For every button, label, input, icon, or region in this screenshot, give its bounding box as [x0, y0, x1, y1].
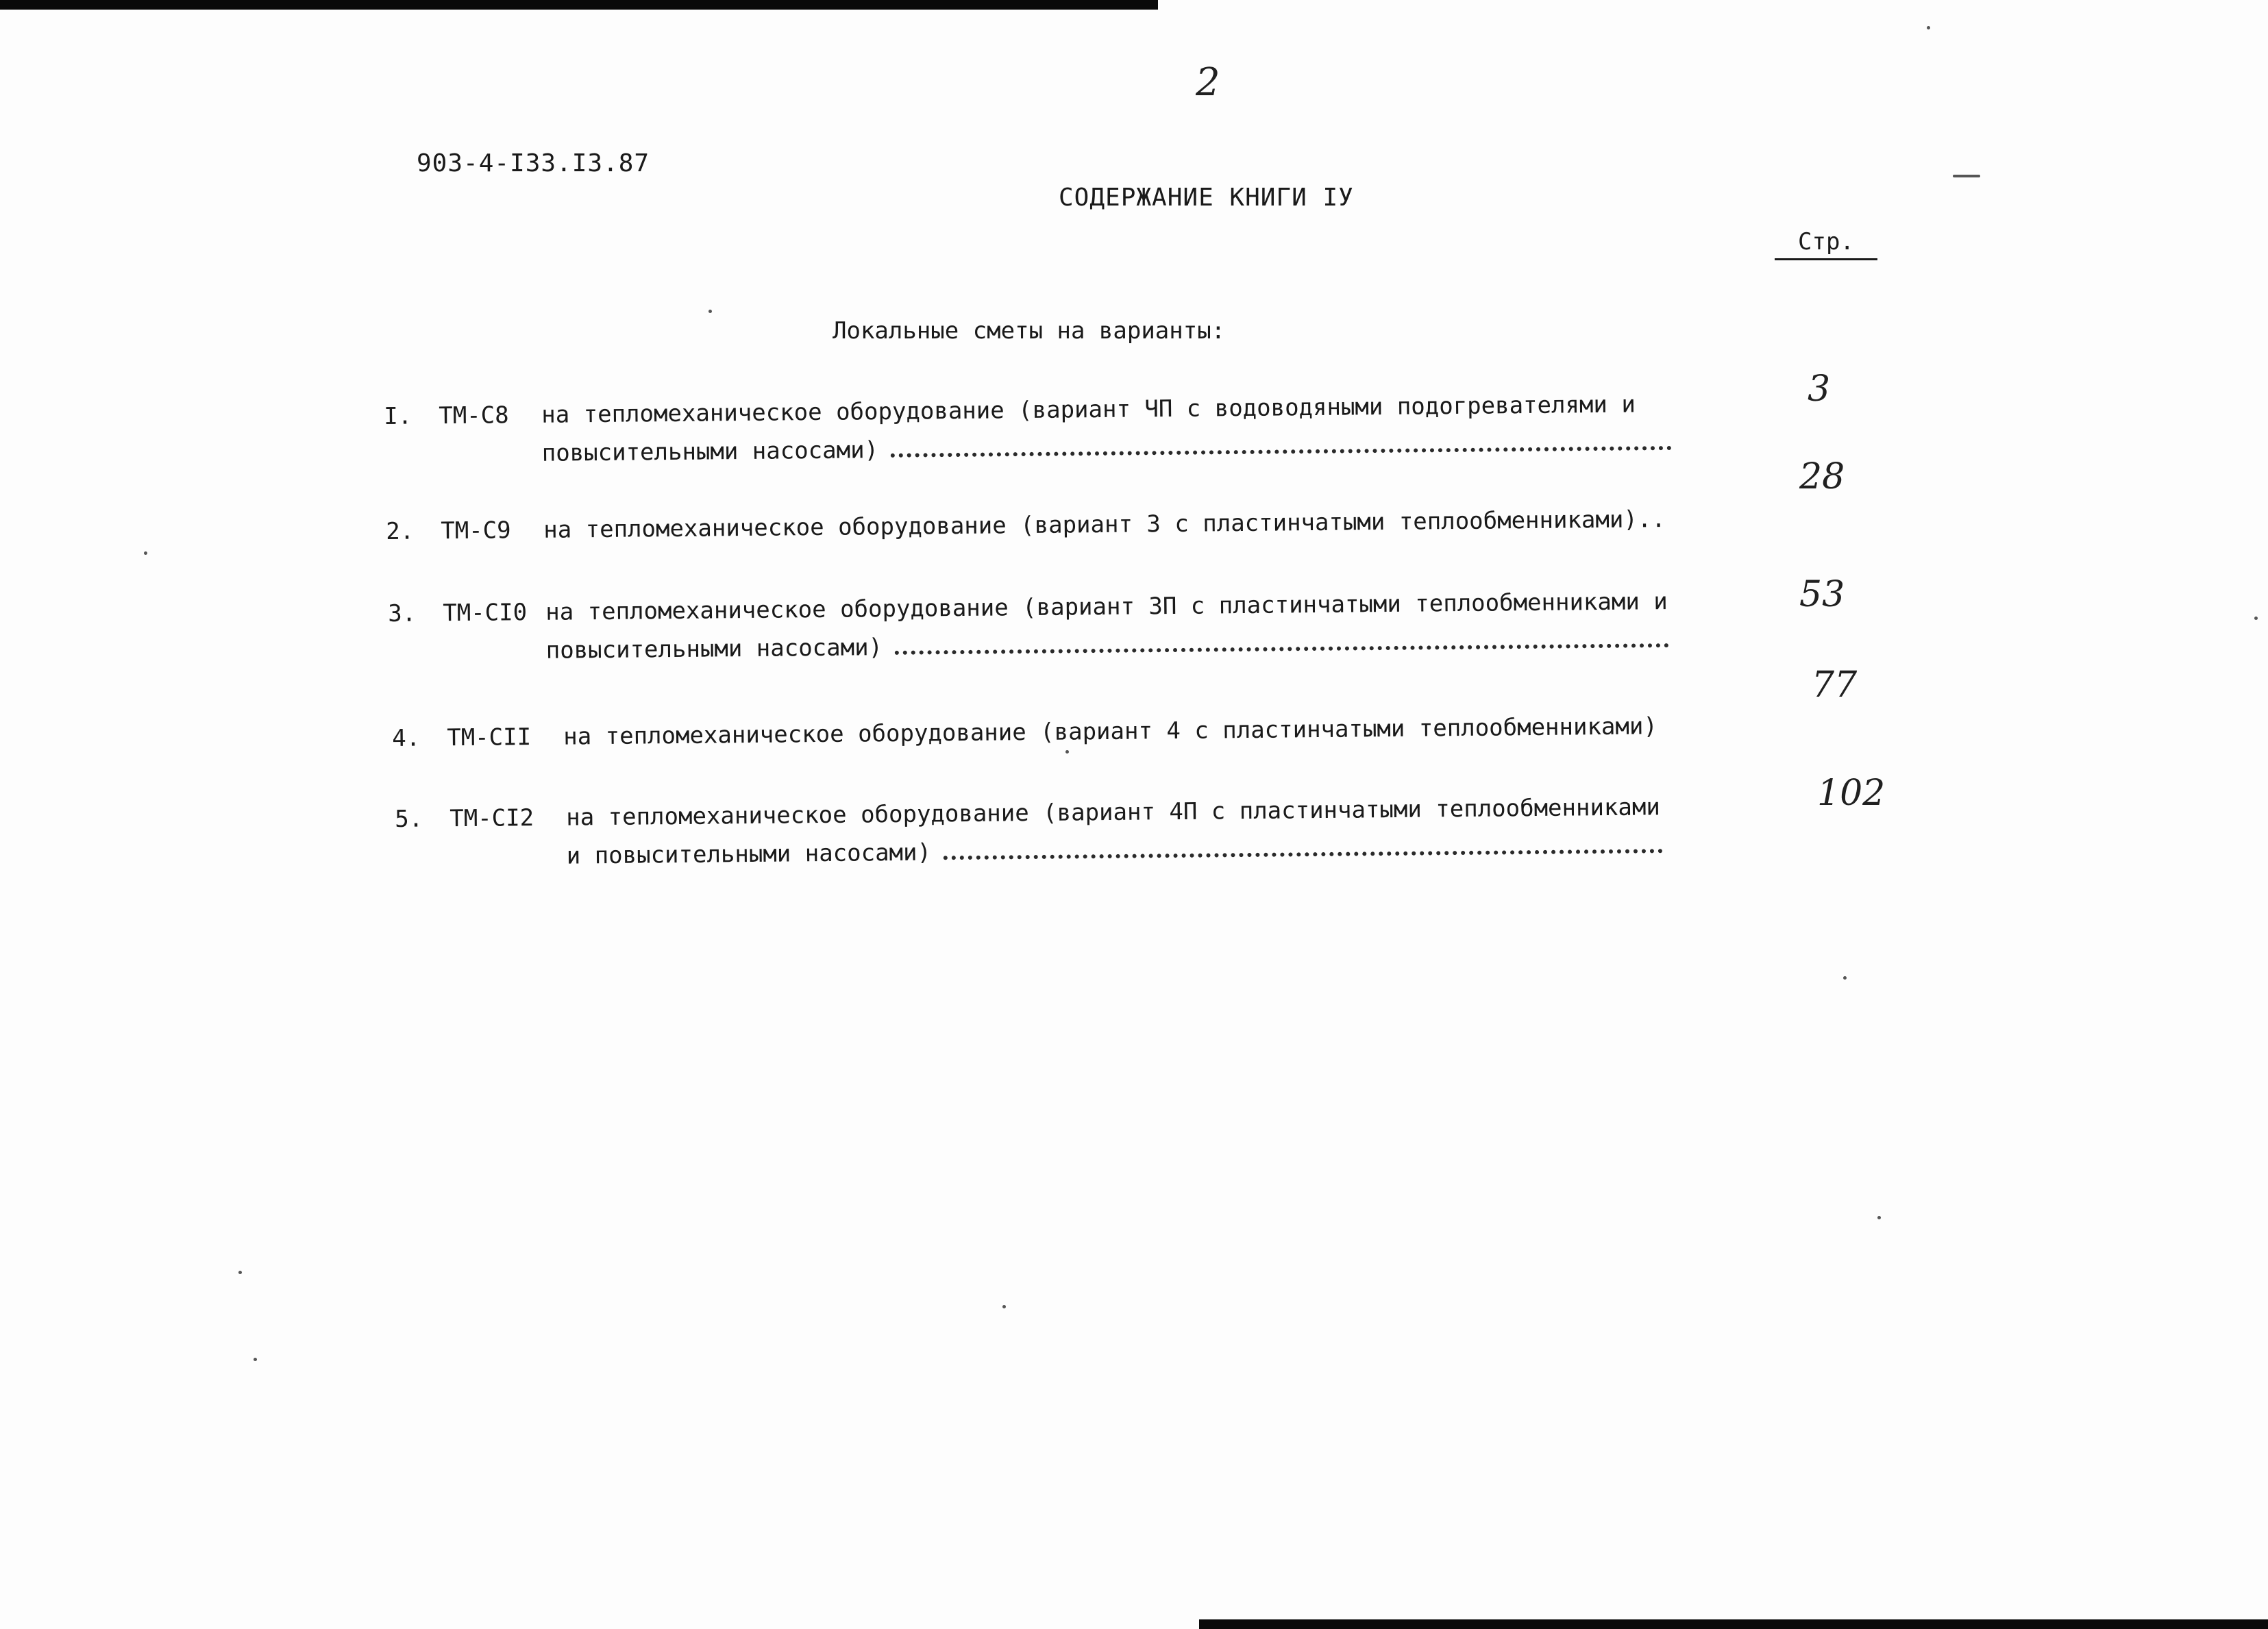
toc-entry-page: 102	[1817, 773, 1886, 814]
toc-entry-code: ТМ-С8	[439, 401, 509, 430]
scan-border-top	[0, 0, 1158, 10]
toc-entry-title: на тепломеханическое оборудование (вариант ЗП с пластинчатыми теплообменниками и	[545, 588, 1668, 626]
toc-entry-number: 3.	[388, 599, 417, 627]
scan-speck	[238, 1271, 242, 1274]
scan-speck	[1843, 976, 1847, 980]
document-code: 903-4-I33.I3.87	[417, 149, 650, 177]
scan-speck	[1877, 1216, 1881, 1219]
toc-entry-number: 4.	[392, 724, 421, 752]
toc-entry-page: 3	[1808, 369, 1831, 410]
toc-entry-number: 2.	[386, 517, 415, 545]
scan-speck	[2254, 617, 2258, 620]
toc-entry-title-line2: повысительными насосами)	[545, 634, 883, 664]
toc-entry-title: на тепломеханическое оборудование (вариант ЧП с водоводяными подогревателями и	[541, 390, 1636, 429]
toc-entry-title: на тепломеханическое оборудование (вариант 4П с пластинчатыми теплообменниками	[566, 793, 1661, 832]
scan-speck	[708, 310, 712, 313]
scan-speck	[1953, 175, 1980, 177]
section-subtitle: Локальные сметы на варианты:	[833, 317, 1226, 345]
scan-speck	[144, 551, 147, 555]
toc-entry-title-line2: повысительными насосами)	[541, 436, 879, 467]
toc-entry-code: ТМ-СI2	[449, 804, 534, 833]
scan-speck	[1002, 1305, 1006, 1308]
handwritten-page-mark: 2	[1196, 60, 1220, 105]
toc-entry-code: ТМ-С9	[441, 517, 511, 545]
toc-entry-number: I.	[384, 402, 412, 430]
toc-entry-page: 53	[1799, 574, 1845, 615]
toc-entry-code: ТМ-СI0	[443, 599, 528, 627]
toc-entry-number: 5.	[395, 805, 423, 833]
toc-entry-title: на тепломеханическое оборудование (вариант 3 с пластинчатыми теплообменниками)..	[543, 506, 1666, 544]
scan-speck	[1927, 26, 1930, 29]
scan-speck	[254, 1358, 257, 1361]
toc-entry-page: 77	[1812, 664, 1858, 706]
page-column-header: Стр.	[1775, 228, 1877, 260]
toc-entry-code: ТМ-СII	[447, 723, 532, 752]
dot-leader	[891, 428, 1672, 458]
dot-leader	[944, 831, 1663, 860]
toc-entry-title: на тепломеханическое оборудование (вариант 4 с пластинчатыми теплообменниками)	[563, 712, 1658, 751]
scan-border-bottom	[1199, 1619, 2268, 1629]
toc-entry-page: 28	[1799, 456, 1845, 497]
toc-entry-title-line2: и повысительными насосами)	[566, 838, 932, 870]
dot-leader	[895, 625, 1669, 655]
book-title: СОДЕРЖАНИЕ КНИГИ IУ	[1059, 184, 1354, 212]
